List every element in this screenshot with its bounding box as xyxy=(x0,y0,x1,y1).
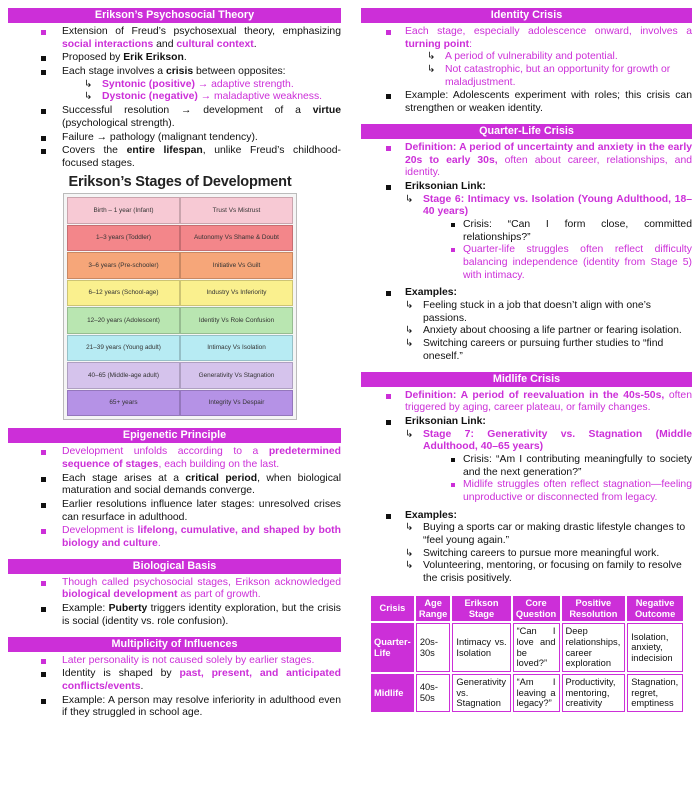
epigenetic-item: Earlier resolutions influence later stages: unresolved crises can resurface in adulthood. xyxy=(8,499,341,524)
stage-row xyxy=(67,197,293,224)
table-row-header: Midlife xyxy=(371,674,414,712)
midlife-struggle: Midlife struggles often reflect stagnation—feeling unproductive or disconnected from legacy. xyxy=(451,479,692,504)
table-header-cell: Age Range xyxy=(416,596,451,621)
table-row xyxy=(371,623,683,672)
table-cell: 20s-30s xyxy=(416,623,451,672)
return-arrow-icon: ↳ xyxy=(84,91,93,103)
multiplicity-item: Later personality is not caused solely by earlier stages. xyxy=(8,655,341,668)
midlife-section xyxy=(361,372,692,586)
table-cell: Stagnation, regret, emptiness xyxy=(627,674,683,712)
midlife-examples: Examples: ↳ Buying a sports car or making drastic lifestyle changes to “feel young again.” ↳ Switching careers to pursue more meaningful work. ↳ Volunteering, mentoring, or focusing on family to resolve the crisis positively. xyxy=(361,510,692,586)
stage-age-cell: 21–39 years (Young adult) xyxy=(67,335,180,362)
identity-subitem: ↳ A period of vulnerability and potential. xyxy=(427,51,618,63)
theory-section xyxy=(8,8,341,420)
midlife-example: ↳ Switching careers to pursue more meaningful work. xyxy=(405,547,660,559)
table-cell: Isolation, anxiety, indecision xyxy=(627,623,683,672)
table-cell: 40s-50s xyxy=(416,674,451,712)
multiplicity-section xyxy=(8,637,341,720)
quarter-example: ↳ Anxiety about choosing a life partner or fearing isolation. xyxy=(405,325,682,337)
table-cell: Productivity, mentoring, creativity xyxy=(562,674,626,712)
theory-header: Erikson’s Psychosocial Theory xyxy=(8,8,341,23)
quarter-link: Eriksonian Link: ↳ Stage 6: Intimacy vs. Isolation (Young Adulthood, 18–40 years) Crisis: “Can I form close, committed relationships?” Quarter-life struggles often reflect difficulty balancing independence (identity from Stage 5) with intimacy. xyxy=(361,181,692,283)
theory-item: Failure → pathology (malignant tendency). xyxy=(8,132,341,145)
identity-item: Each stage, especially adolescence onward, involves a turning point: ↳ A period of vulnerability and potential. ↳ Not catastrophic, but an opportunity for growth or maladjustment. xyxy=(361,26,692,89)
table-header-cell: Negative Outcome xyxy=(627,596,683,621)
return-arrow-icon: ↳ xyxy=(84,78,93,90)
stage-row xyxy=(67,362,293,389)
midlife-example: ↳ Buying a sports car or making drastic lifestyle changes to “feel young again.” xyxy=(405,522,686,547)
midlife-example: ↳ Volunteering, mentoring, or focusing on family to resolve the crisis positively. xyxy=(405,560,682,585)
multiplicity-header: Multiplicity of Influences xyxy=(8,637,341,652)
return-arrow-icon: ↳ xyxy=(405,338,414,350)
epigenetic-item: Development unfolds according to a predetermined sequence of stages, each building on the last. xyxy=(8,446,341,471)
table-row xyxy=(371,674,683,712)
stage-age-cell: 1–3 years (Toddler) xyxy=(67,225,180,252)
midlife-stage: ↳ Stage 7: Generativity vs. Stagnation (Middle Adulthood, 40–65 years) xyxy=(405,428,692,453)
left-column xyxy=(8,8,341,728)
quarter-example: ↳ Switching careers or pursuing further studies to “find oneself.” xyxy=(405,338,664,362)
stage-age-cell: 65+ years xyxy=(67,390,180,417)
stage-row xyxy=(67,307,293,334)
table-cell: “Can I love and be loved?” xyxy=(513,623,560,672)
theory-item: Extension of Freud’s psychosexual theory, emphasizing social interactions and cultural context. xyxy=(8,26,341,51)
epigenetic-item: Development is lifelong, cumulative, and shaped by both biology and culture. xyxy=(8,525,341,550)
multiplicity-item: Identity is shaped by past, present, and anticipated conflicts/events. xyxy=(8,668,341,693)
stage-name-cell: Initiative Vs Guilt xyxy=(180,252,293,279)
midlife-crisis: Crisis: “Am I contributing meaningfully to society and the next generation?” xyxy=(451,454,692,479)
table-header-row xyxy=(371,596,683,621)
stages-chart-title: Erikson’s Stages of Development xyxy=(68,173,292,190)
stages-chart-grid xyxy=(63,193,297,420)
table-header-cell: Crisis xyxy=(371,596,414,621)
return-arrow-icon: ↳ xyxy=(427,64,436,76)
stage-row xyxy=(67,252,293,279)
table-cell: “Am I leaving a legacy?” xyxy=(513,674,560,712)
epigenetic-item: Each stage arises at a critical period, when biological maturation and social demands converge. xyxy=(8,473,341,498)
epigenetic-header: Epigenetic Principle xyxy=(8,428,341,443)
stage-name-cell: Identity Vs Role Confusion xyxy=(180,307,293,334)
quarter-struggle: Quarter-life struggles often reflect difficulty balancing independence (identity from Stage 5) with intimacy. xyxy=(451,244,692,282)
table-header-cell: Core Question xyxy=(513,596,560,621)
stage-age-cell: 6–12 years (School-age) xyxy=(67,280,180,307)
stage-name-cell: Industry Vs Inferiority xyxy=(180,280,293,307)
return-arrow-icon: ↳ xyxy=(405,325,414,337)
table-header-cell: Positive Resolution xyxy=(562,596,626,621)
return-arrow-icon: ↳ xyxy=(405,193,414,205)
stage-age-cell: Birth – 1 year (Infant) xyxy=(67,197,180,224)
theory-item: Successful resolution → development of a virtue (psychological strength). xyxy=(8,105,341,130)
table-row-header: Quarter-Life xyxy=(371,623,414,672)
stage-name-cell: Intimacy Vs Isolation xyxy=(180,335,293,362)
identity-item: Example: Adolescents experiment with roles; this crisis can strengthen or weaken identity. xyxy=(361,90,692,115)
biological-item: Though called psychosocial stages, Erikson acknowledged biological development as part of growth. xyxy=(8,577,341,602)
identity-section xyxy=(361,8,692,116)
stage-row xyxy=(67,335,293,362)
stage-age-cell: 12–20 years (Adolescent) xyxy=(67,307,180,334)
stage-row xyxy=(67,225,293,252)
table-cell: Deep relationships, career exploration xyxy=(562,623,626,672)
stages-chart xyxy=(63,174,297,421)
quarter-definition: Definition: A period of uncertainty and anxiety in the early 20s to early 30s, often about career, relationships, and identity. xyxy=(361,142,692,180)
biological-section xyxy=(8,559,341,629)
return-arrow-icon: ↳ xyxy=(405,560,414,572)
right-column xyxy=(361,8,692,714)
quarter-header: Quarter-Life Crisis xyxy=(361,124,692,139)
table-cell: Intimacy vs. Isolation xyxy=(452,623,510,672)
identity-subitem: ↳ Not catastrophic, but an opportunity for growth or maladjustment. xyxy=(427,64,671,88)
comparison-table xyxy=(369,594,685,714)
stage-name-cell: Autonomy Vs Shame & Doubt xyxy=(180,225,293,252)
stage-row xyxy=(67,280,293,307)
table-cell: Generativity vs. Stagnation xyxy=(452,674,510,712)
quarter-stage: ↳ Stage 6: Intimacy vs. Isolation (Young Adulthood, 18–40 years) xyxy=(405,193,692,218)
multiplicity-item: Example: A person may resolve inferiority in adulthood even if they struggled in school age. xyxy=(8,695,341,720)
quarter-section xyxy=(361,124,692,364)
stage-name-cell: Generativity Vs Stagnation xyxy=(180,362,293,389)
return-arrow-icon: ↳ xyxy=(427,51,436,63)
biological-item: Example: Puberty triggers identity exploration, but the crisis is social (identity vs. role confusion). xyxy=(8,603,341,628)
midlife-header: Midlife Crisis xyxy=(361,372,692,387)
theory-item: Covers the entire lifespan, unlike Freud’s childhood-focused stages. xyxy=(8,145,341,170)
return-arrow-icon: ↳ xyxy=(405,300,414,312)
identity-header: Identity Crisis xyxy=(361,8,692,23)
theory-subitem: ↳ Syntonic (positive) → adaptive strength. xyxy=(84,78,294,90)
biological-header: Biological Basis xyxy=(8,559,341,574)
midlife-link: Eriksonian Link: ↳ Stage 7: Generativity vs. Stagnation (Middle Adulthood, 40–65 years) Crisis: “Am I contributing meaningfully to society and the next generation?” Midlife struggles often reflect stagnation—feeling unproductive or disconnected from legacy. xyxy=(361,416,692,505)
stage-age-cell: 3–6 years (Pre-schooler) xyxy=(67,252,180,279)
stage-age-cell: 40–65 (Middle-age adult) xyxy=(67,362,180,389)
stage-row xyxy=(67,390,293,417)
return-arrow-icon: ↳ xyxy=(405,428,414,440)
quarter-crisis: Crisis: “Can I form close, committed relationships?” xyxy=(451,219,692,244)
stage-name-cell: Integrity Vs Despair xyxy=(180,390,293,417)
theory-item: Each stage involves a crisis between opposites: ↳ Syntonic (positive) → adaptive strength. ↳ Dystonic (negative) → maladaptive weakness. xyxy=(8,66,341,104)
return-arrow-icon: ↳ xyxy=(405,522,414,534)
theory-item: Proposed by Erik Erikson. xyxy=(8,52,341,65)
stage-name-cell: Trust Vs Mistrust xyxy=(180,197,293,224)
midlife-definition: Definition: A period of reevaluation in the 40s-50s, often triggered by aging, career plateau, or family changes. xyxy=(361,390,692,415)
quarter-example: ↳ Feeling stuck in a job that doesn’t align with one’s passions. xyxy=(405,300,651,324)
return-arrow-icon: ↳ xyxy=(405,547,414,559)
epigenetic-section xyxy=(8,428,341,551)
theory-subitem: ↳ Dystonic (negative) → maladaptive weakness. xyxy=(84,91,323,103)
table-header-cell: Erikson Stage xyxy=(452,596,510,621)
quarter-examples: Examples: ↳ Feeling stuck in a job that doesn’t align with one’s passions. ↳ Anxiety about choosing a life partner or fearing isolation. ↳ Switching careers or pursuing further studies to “find oneself.” xyxy=(361,287,692,363)
